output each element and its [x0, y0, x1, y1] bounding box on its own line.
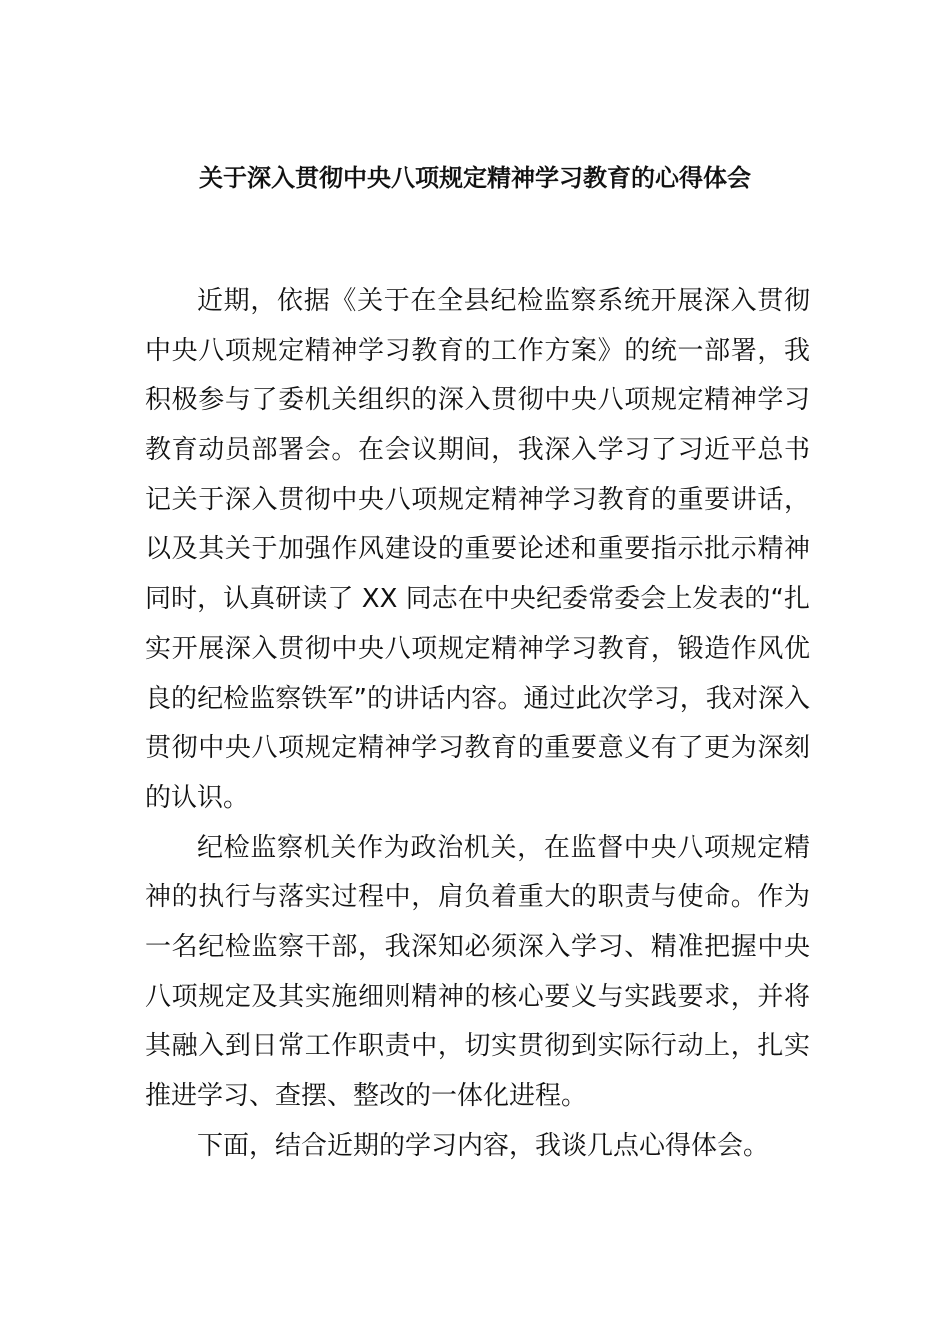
- paragraph-line: 的认识。: [145, 782, 250, 813]
- paragraph-line: 近期，依据《关于在全县纪检监察系统开展深入贯彻: [197, 286, 810, 316]
- paragraph-line: 下面，结合近期的学习内容，我谈几点心得体会。: [197, 1130, 770, 1161]
- paragraph-line: 实开展深入贯彻中央八项规定精神学习教育，锻造作风优: [145, 633, 810, 664]
- paragraph-line: 推进学习、查摆、整改的一体化进程。: [145, 1081, 588, 1111]
- paragraph-line: 八项规定及其实施细则精神的核心要义与实践要求，并将: [145, 981, 810, 1012]
- paragraph-line: 良的纪检监察铁军”的讲话内容。通过此次学习，我对深入: [145, 683, 810, 714]
- paragraph-line: 一名纪检监察干部，我深知必须深入学习、精准把握中央: [145, 931, 810, 962]
- paragraph-line: 教育动员部署会。在会议期间，我深入学习了习近平总书: [145, 435, 810, 466]
- document-title: 关于深入贯彻中央八项规定精神学习教育的心得体会: [199, 164, 751, 192]
- paragraph-line: 同时，认真研读了 XX 同志在中央纪委常委会上发表的“扎: [145, 584, 810, 615]
- paragraph-1: [145, 277, 810, 824]
- paragraph-line: 积极参与了委机关组织的深入贯彻中央八项规定精神学习: [145, 385, 810, 416]
- paragraph-line: 以及其关于加强作风建设的重要论述和重要指示批示精神: [145, 534, 810, 565]
- paragraph-line: 贯彻中央八项规定精神学习教育的重要意义有了更为深刻: [145, 733, 810, 764]
- paragraph-2: [145, 824, 810, 1122]
- paragraph-line: 记关于深入贯彻中央八项规定精神学习教育的重要讲话，: [145, 484, 810, 515]
- paragraph-line: 神的执行与落实过程中，肩负着重大的职责与使命。作为: [145, 882, 810, 913]
- paragraph-line: 纪检监察机关作为政治机关，在监督中央八项规定精: [197, 832, 810, 863]
- paragraph-line: 中央八项规定精神学习教育的工作方案》的统一部署，我: [145, 335, 810, 366]
- paragraph-3: [145, 1122, 810, 1172]
- paragraph-line: 其融入到日常工作职责中，切实贯彻到实际行动上，扎实: [145, 1031, 810, 1062]
- document-body: [145, 277, 810, 1171]
